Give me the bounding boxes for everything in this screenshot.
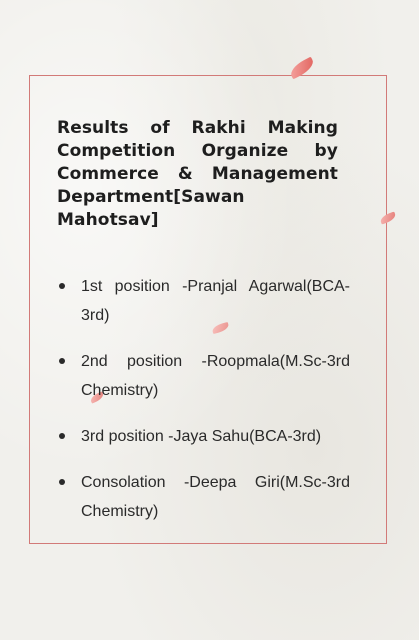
page-title: Results of Rakhi Making Competition Organize by Commerce & Management Department[Sawan Mahotsav] xyxy=(57,118,338,230)
list-item xyxy=(57,347,350,405)
result-text: 3rd position -Jaya Sahu(BCA-3rd) xyxy=(81,428,322,445)
list-item xyxy=(57,272,350,330)
list-item xyxy=(57,422,350,451)
bullet-icon xyxy=(59,433,65,439)
result-text: 1st position -Pranjal Agarwal(BCA-3rd) xyxy=(81,278,350,324)
result-text: Consolation -Deepa Giri(M.Sc-3rd Chemistry) xyxy=(81,474,350,520)
bullet-icon xyxy=(59,283,65,289)
result-text: 2nd position -Roopmala(M.Sc-3rd Chemistry) xyxy=(81,353,350,399)
list-item xyxy=(57,468,350,526)
bullet-icon xyxy=(59,479,65,485)
bullet-icon xyxy=(59,358,65,364)
results-list xyxy=(57,272,350,543)
